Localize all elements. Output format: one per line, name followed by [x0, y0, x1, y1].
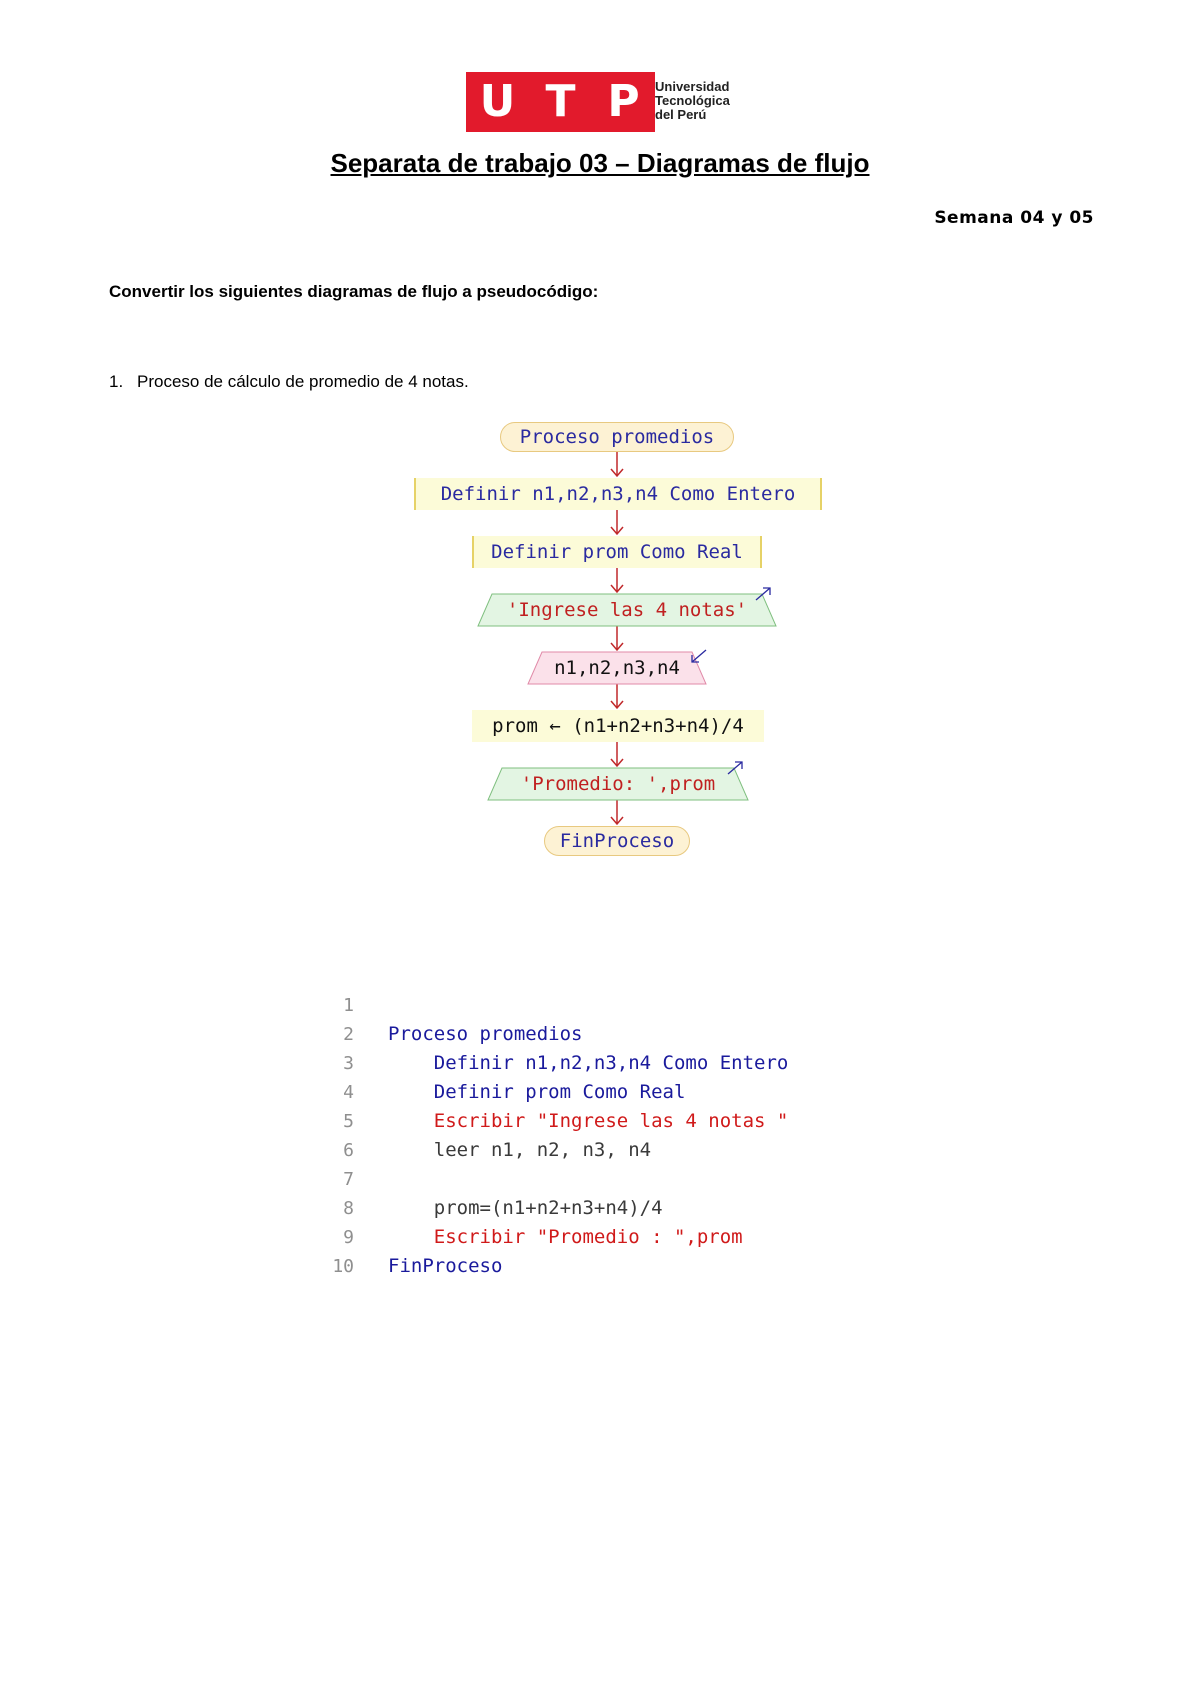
flow-end-terminal: FinProceso	[544, 826, 690, 856]
flow-define-int-process: Definir n1,n2,n3,n4 Como Entero	[414, 478, 822, 510]
line-number: 9	[343, 1227, 354, 1248]
logo-letter-t: T	[529, 72, 592, 132]
code-text: leer n1, n2, n3, n4	[388, 1139, 652, 1161]
flow-assign-process: prom ← (n1+n2+n3+n4)/4	[472, 710, 764, 742]
code-text: FinProceso	[388, 1255, 503, 1277]
flow-output-prompt: 'Ingrese las 4 notas'	[506, 599, 748, 621]
code-text: Definir n1,n2,n3,n4 Como Entero	[388, 1052, 789, 1074]
week-label: Semana 04 y 05	[934, 208, 1094, 228]
code-line	[330, 962, 583, 1045]
line-number: 3	[343, 1053, 354, 1074]
flow-output-result: 'Promedio: ',prom	[520, 773, 716, 795]
logo-letter-u: U	[466, 72, 529, 132]
line-number: 10	[332, 1256, 354, 1277]
code-text: Definir prom Como Real	[388, 1081, 686, 1103]
logo-university-name: Universidad Tecnológica del Perú	[655, 79, 730, 122]
code-line	[330, 1107, 376, 1161]
line-number: 5	[343, 1111, 354, 1132]
exercise-text: Proceso de cálculo de promedio de 4 notas.	[137, 372, 469, 391]
line-number: 8	[343, 1198, 354, 1219]
flow-start-terminal: Proceso promedios	[500, 422, 734, 452]
line-number: 7	[343, 1169, 354, 1190]
line-number: 6	[343, 1140, 354, 1161]
line-number: 4	[343, 1082, 354, 1103]
line-number: 2	[343, 1024, 354, 1045]
logo-letter-p: P	[592, 72, 655, 132]
code-text: Proceso promedios	[388, 1023, 583, 1045]
code-text: Escribir "Ingrese las 4 notas "	[388, 1110, 789, 1132]
code-text: Escribir "Promedio : ",prom	[388, 1226, 743, 1248]
code-line	[330, 1223, 376, 1277]
code-text: prom=(n1+n2+n3+n4)/4	[388, 1197, 663, 1219]
exercise-number: 1.	[109, 372, 124, 391]
flow-define-real-process: Definir prom Como Real	[472, 536, 762, 568]
flow-input-vars: n1,n2,n3,n4	[554, 657, 680, 679]
instruction-text: Convertir los siguientes diagramas de flujo a pseudocódigo:	[109, 282, 599, 301]
line-number: 1	[343, 995, 354, 1016]
document-title: Separata de trabajo 03 – Diagramas de flujo	[330, 148, 870, 178]
